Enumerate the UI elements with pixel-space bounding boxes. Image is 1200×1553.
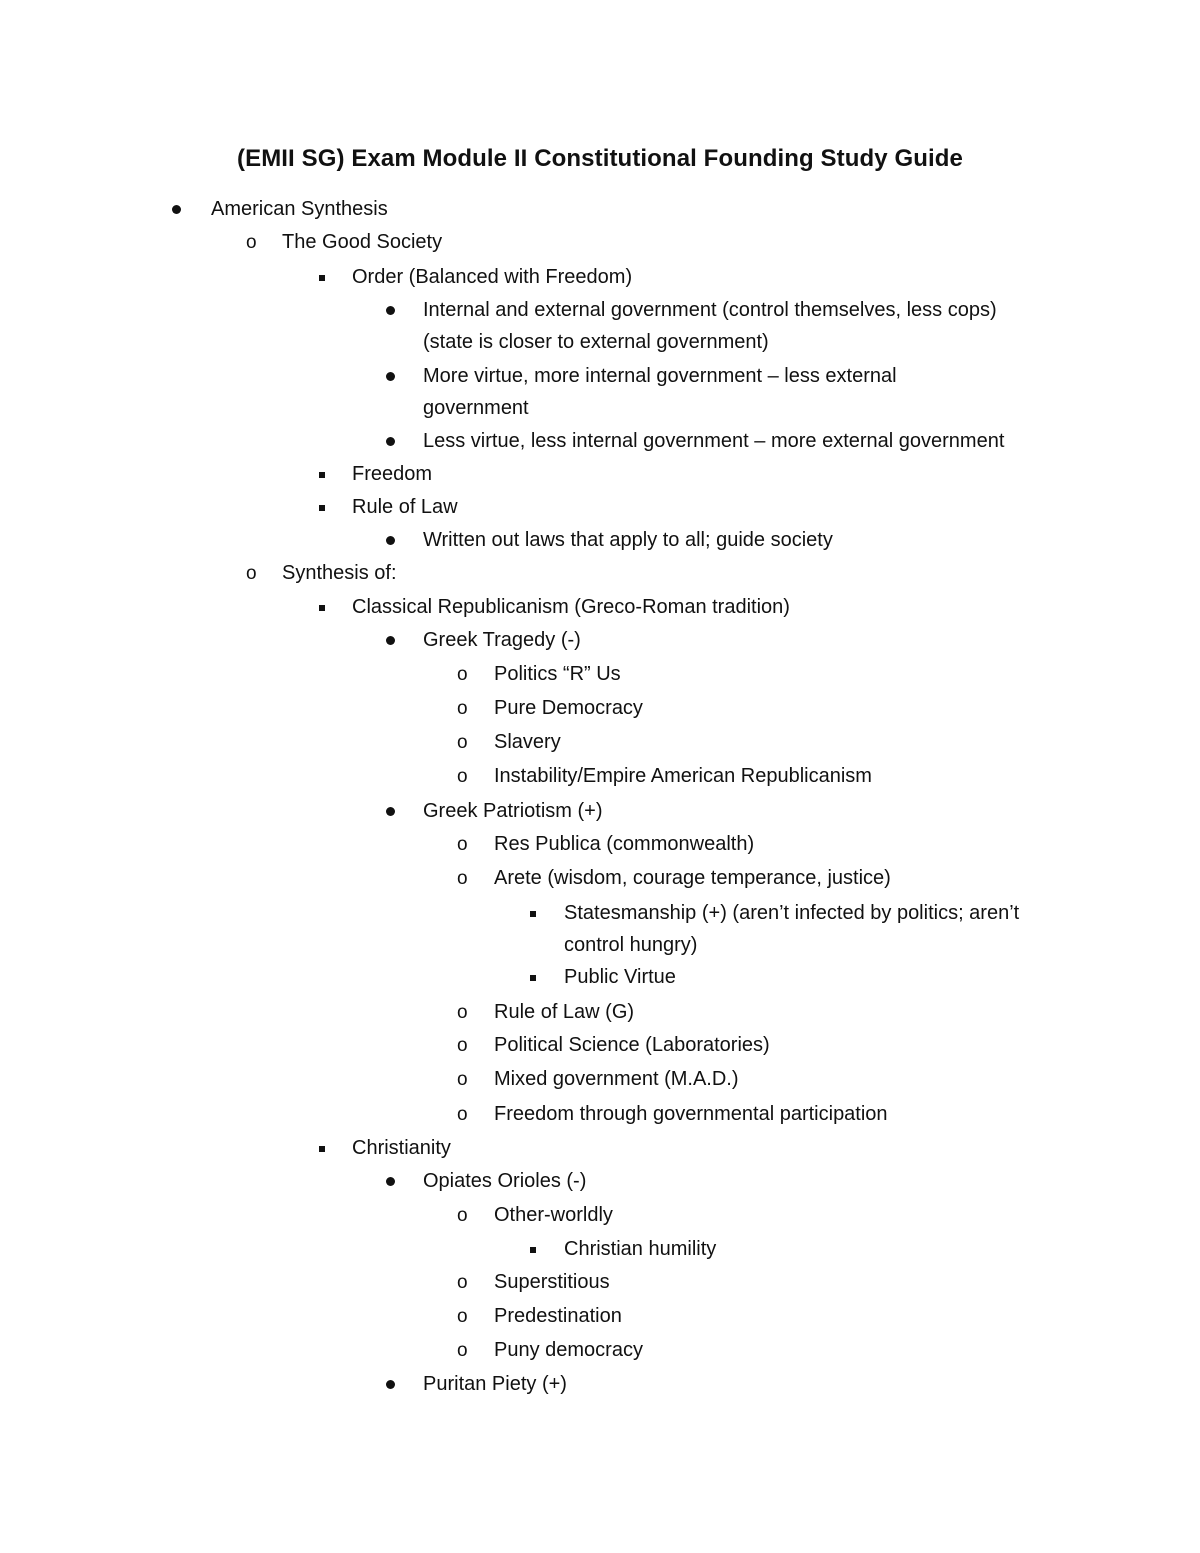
- bullet-ring-icon: o: [457, 1002, 468, 1023]
- bullet-dot-icon: [172, 205, 181, 214]
- outline-item-level-4: Puritan Piety (+): [423, 1373, 567, 1395]
- bullet-ring-icon: o: [457, 664, 468, 685]
- outline-item-level-4: Greek Patriotism (+): [423, 800, 603, 822]
- bullet-ring-icon: o: [457, 1272, 468, 1293]
- outline-item-level-5: Pure Democracy: [494, 697, 643, 719]
- outline-item-level-6: Christian humility: [564, 1238, 717, 1260]
- outline-item-level-5: Freedom through governmental participation: [494, 1103, 888, 1125]
- bullet-square-icon: [319, 505, 325, 511]
- bullet-dot-icon: [386, 1380, 395, 1389]
- outline-item-level-6: control hungry): [564, 934, 698, 956]
- bullet-dot-icon: [386, 306, 395, 315]
- bullet-ring-icon: o: [457, 1069, 468, 1090]
- bullet-dot-icon: [386, 536, 395, 545]
- outline-item-level-4: Written out laws that apply to all; guide society: [423, 529, 833, 551]
- outline-item-level-5: Predestination: [494, 1305, 622, 1327]
- page-title: (EMII SG) Exam Module II Constitutional Founding Study Guide: [237, 145, 963, 172]
- outline-item-level-4: Opiates Orioles (-): [423, 1170, 587, 1192]
- bullet-dot-icon: [386, 807, 395, 816]
- bullet-square-icon: [530, 975, 536, 981]
- outline-item-level-4: More virtue, more internal government – less external: [423, 365, 897, 387]
- bullet-ring-icon: o: [457, 1035, 468, 1056]
- outline-item-level-6: Statesmanship (+) (aren’t infected by politics; aren’t: [564, 902, 1020, 924]
- outline-item-level-2: The Good Society: [282, 231, 443, 253]
- outline-item-level-5: Political Science (Laboratories): [494, 1034, 770, 1056]
- bullet-ring-icon: o: [457, 698, 468, 719]
- bullet-square-icon: [530, 1247, 536, 1253]
- bullet-ring-icon: o: [457, 1306, 468, 1327]
- bullet-square-icon: [319, 1146, 325, 1152]
- bullet-ring-icon: o: [457, 1104, 468, 1125]
- outline-item-level-4: government: [423, 397, 529, 419]
- bullet-ring-icon: o: [246, 563, 257, 584]
- bullet-ring-icon: o: [457, 868, 468, 889]
- bullet-square-icon: [530, 911, 536, 917]
- bullet-dot-icon: [386, 437, 395, 446]
- bullet-dot-icon: [386, 372, 395, 381]
- outline-item-level-4: Greek Tragedy (-): [423, 629, 581, 651]
- outline-item-level-3: Christianity: [352, 1137, 451, 1159]
- outline-item-level-4: Internal and external government (control themselves, less cops): [423, 299, 997, 321]
- outline-item-level-5: Mixed government (M.A.D.): [494, 1068, 739, 1090]
- outline-item-level-6: Public Virtue: [564, 966, 676, 988]
- outline-item-level-3: Order (Balanced with Freedom): [352, 266, 633, 288]
- bullet-ring-icon: o: [457, 834, 468, 855]
- bullet-ring-icon: o: [457, 1340, 468, 1361]
- outline-item-level-5: Superstitious: [494, 1271, 610, 1293]
- bullet-square-icon: [319, 472, 325, 478]
- outline-item-level-2: Synthesis of:: [282, 562, 397, 584]
- outline-item-level-3: Rule of Law: [352, 496, 458, 518]
- outline-item-level-5: Slavery: [494, 731, 561, 753]
- bullet-ring-icon: o: [457, 732, 468, 753]
- outline-item-level-5: Arete (wisdom, courage temperance, justice): [494, 867, 891, 889]
- outline-item-level-3: Classical Republicanism (Greco-Roman tradition): [352, 596, 790, 618]
- bullet-ring-icon: o: [457, 766, 468, 787]
- bullet-dot-icon: [386, 636, 395, 645]
- outline-item-level-5: Res Publica (commonwealth): [494, 833, 755, 855]
- bullet-square-icon: [319, 605, 325, 611]
- outline-item-level-5: Politics “R” Us: [494, 663, 621, 685]
- bullet-dot-icon: [386, 1177, 395, 1186]
- outline-item-level-5: Other-worldly: [494, 1204, 613, 1226]
- outline-item-level-4: (state is closer to external government): [423, 331, 769, 353]
- bullet-ring-icon: o: [246, 232, 257, 253]
- bullet-ring-icon: o: [457, 1205, 468, 1226]
- outline-item-level-4: Less virtue, less internal government – more external government: [423, 430, 1005, 452]
- bullet-square-icon: [319, 275, 325, 281]
- outline-item-level-5: Rule of Law (G): [494, 1001, 635, 1023]
- outline-item-level-5: Puny democracy: [494, 1339, 643, 1361]
- outline-item-level-3: Freedom: [352, 463, 433, 485]
- outline-item-level-5: Instability/Empire American Republicanism: [494, 765, 872, 787]
- outline-item-level-1: American Synthesis: [211, 198, 388, 220]
